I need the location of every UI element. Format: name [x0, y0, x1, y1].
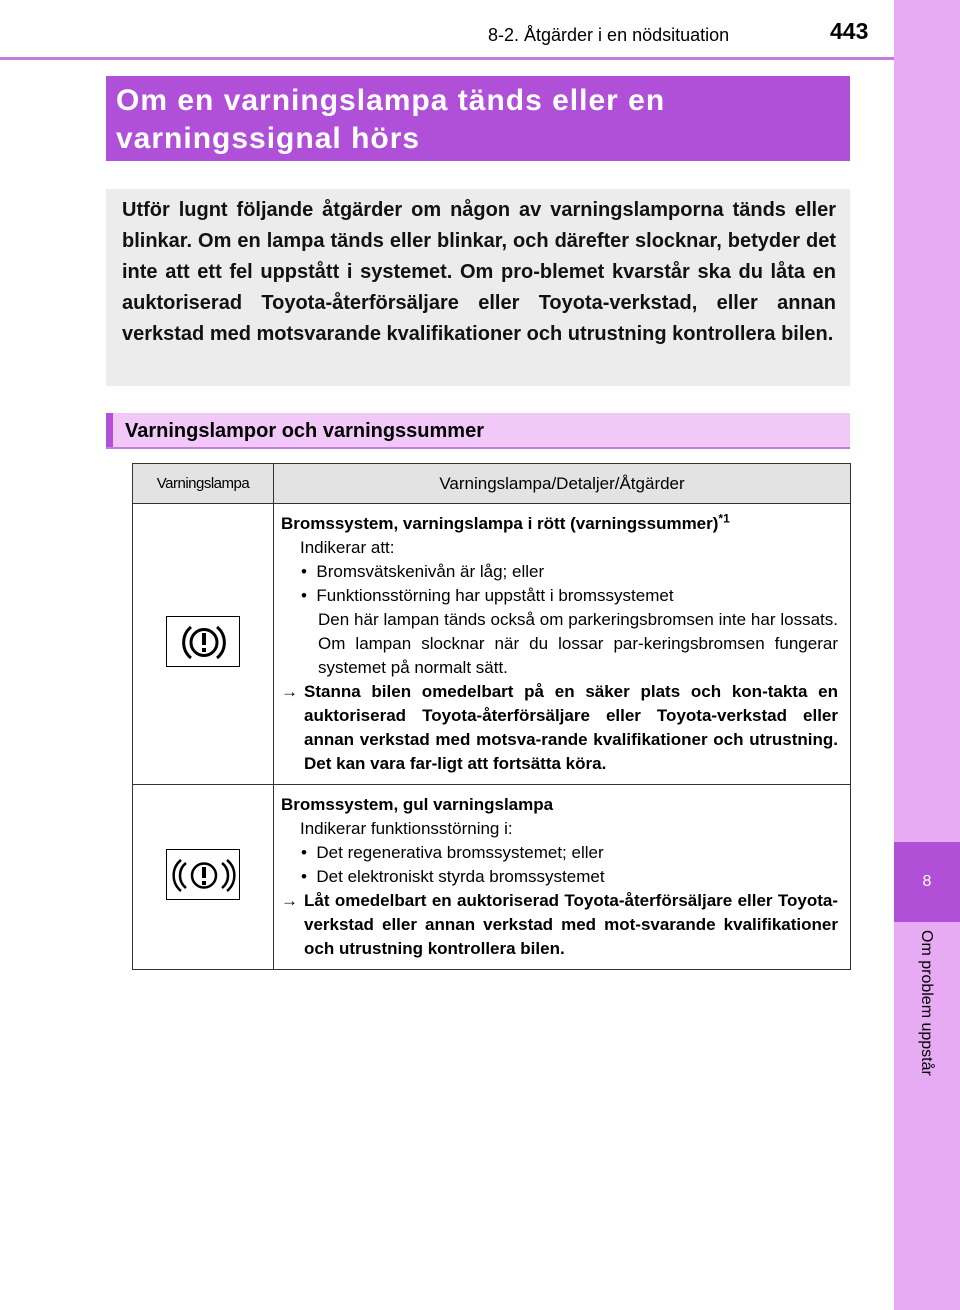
action-body: Låt omedelbart en auktoriserad Toyota-återförsäljare eller Toyota-verkstad eller annan verkstad med mot-svarande kvalifikationer och utrustning kontrollera bilen. — [304, 891, 838, 958]
arrow-icon: → — [281, 891, 298, 910]
note-text: Den här lampan tänds också om parkeringsbromsen inte har lossats. Om lampan slocknar när du lossar par-keringsbromsen fungerar systemet på normalt sätt. — [318, 610, 838, 677]
footnote-marker: *1 — [718, 511, 730, 526]
warning-table — [132, 463, 851, 970]
page-title: Om en varningslampa tänds eller en varningssignal hörs — [106, 76, 850, 161]
section-title: 8-2. Åtgärder i en nödsituation — [488, 25, 730, 45]
indicates-text: Indikerar funktionsstörning i: — [300, 819, 513, 838]
table-row — [133, 504, 851, 785]
chapter-title-container — [894, 930, 960, 1130]
header-rule — [0, 57, 894, 60]
bullet-text: Bromsvätskenivån är låg; eller — [316, 562, 545, 581]
chapter-number: 8 — [894, 842, 960, 922]
lamp-cell — [133, 785, 274, 970]
detail-cell — [274, 785, 851, 970]
brake-warning-red-icon — [166, 616, 240, 667]
bullet-item: • Det regenerativa bromssystemet; eller — [301, 843, 604, 862]
subheading-rule — [106, 447, 850, 449]
detail-cell — [274, 504, 851, 785]
row-title — [281, 512, 838, 536]
subheading: Varningslampor och varningssummer — [106, 413, 850, 448]
brake-warning-yellow-icon — [166, 849, 240, 900]
bullet-text: Det regenerativa bromssystemet; eller — [316, 843, 604, 862]
row-title-text: Bromssystem, varningslampa i rött (varningssummer) — [281, 514, 719, 533]
action-body: Stanna bilen omedelbart på en säker plats och kon-takta en auktoriserad Toyota-återförsäljare eller Toyota-verkstad eller annan verkstad med motsva-rande kvalifikationer och utrustning. Det kan vara far-ligt att fortsätta köra. — [304, 682, 838, 773]
column-header-lamp: Varningslampa — [133, 464, 274, 504]
action-text — [281, 680, 838, 776]
chapter-sidebar — [894, 0, 960, 1310]
lamp-cell — [133, 504, 274, 785]
page-number: 443 — [830, 18, 869, 44]
table-row — [133, 785, 851, 970]
chapter-title: Om problem uppstår — [918, 930, 935, 1076]
column-header-details: Varningslampa/Detaljer/Åtgärder — [274, 464, 851, 504]
action-text — [281, 889, 838, 961]
intro-paragraph: Utför lugnt följande åtgärder om någon av varningslamporna tänds eller blinkar. Om en lampa tänds eller blinkar, och därefter slocknar, betyder det inte att ett fel uppstått i systemet. Om pro-blemet kvarstår ska du låta en auktoriserad Toyota-återförsäljare eller Toyota-verkstad, eller annan verkstad med motsvarande kvalifikationer och utrustning kontrollera bilen. — [106, 189, 850, 386]
indicates-text: Indikerar att: — [300, 538, 395, 557]
bullet-item: • Funktionsstörning har uppstått i bromssystemet — [301, 586, 674, 605]
table-header-row — [133, 464, 851, 504]
arrow-icon: → — [281, 682, 298, 701]
row-title: Bromssystem, gul varningslampa — [281, 795, 554, 814]
bullet-item: • Bromsvätskenivån är låg; eller — [301, 562, 545, 581]
bullet-item: • Det elektroniskt styrda bromssystemet — [301, 867, 605, 886]
bullet-text: Det elektroniskt styrda bromssystemet — [316, 867, 605, 886]
bullet-text: Funktionsstörning har uppstått i bromssystemet — [316, 586, 674, 605]
